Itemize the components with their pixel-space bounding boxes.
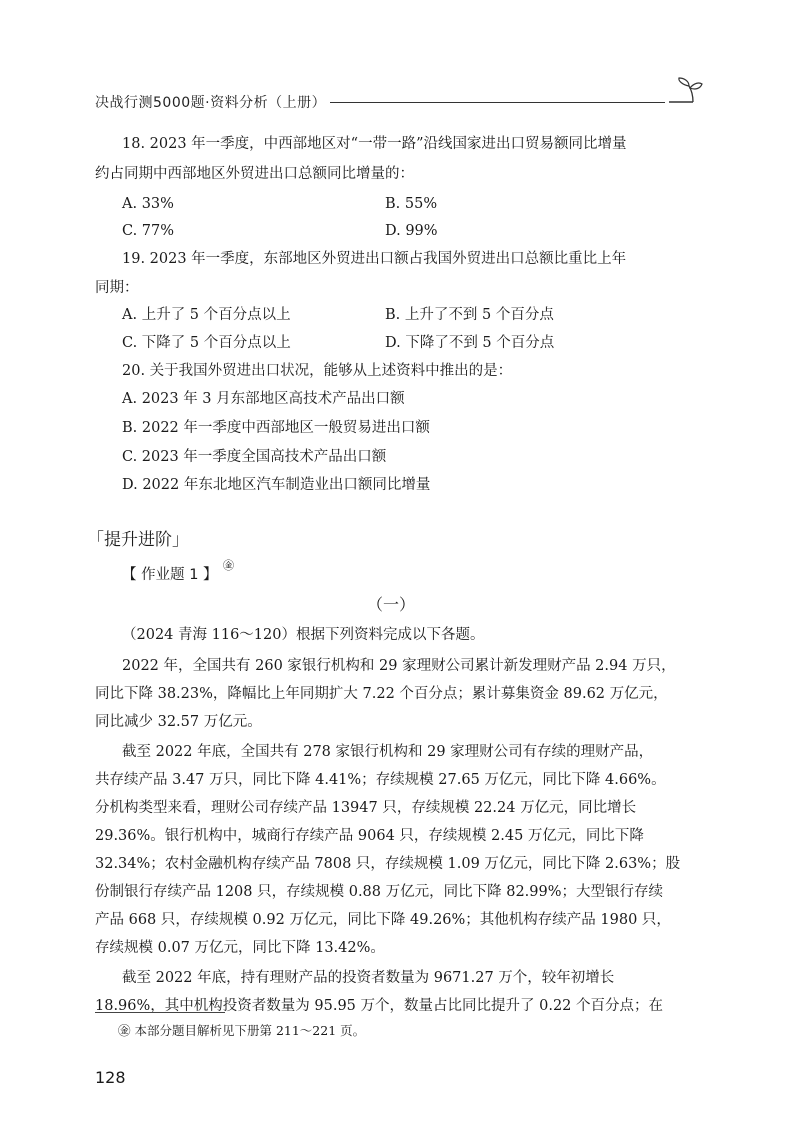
source-line: （2024 青海 116～120）根据下列资料完成以下各题。 bbox=[122, 627, 485, 643]
header-title: 决战行测5000题·资料分析（上册） bbox=[95, 95, 327, 111]
header-rule bbox=[330, 102, 665, 103]
q18-option-b: B. 55% bbox=[385, 196, 438, 212]
footnote: ㊎ 本部分题目解析见下册第 211～221 页。 bbox=[118, 1023, 366, 1038]
q19-option-a: A. 上升了 5 个百分点以上 bbox=[122, 307, 291, 323]
q19-option-d: D. 下降了不到 5 个百分点 bbox=[385, 335, 555, 351]
q18-stem-line2: 约占同期中西部地区外贸进出口总额同比增量的： bbox=[95, 166, 414, 182]
footnote-mark: ㊎ bbox=[223, 559, 234, 572]
passage-line: 29.36%。银行机构中，城商行存续产品 9064 只，存续规模 2.45 万亿元，同比下降 bbox=[95, 828, 644, 844]
passage-line: 18.96%，其中机构投资者数量为 95.95 万个，数量占比同比提升了 0.22 个百分点；在 bbox=[95, 998, 664, 1014]
passage-line: 2022 年，全国共有 260 家银行机构和 29 家理财公司累计新发理财产品 2.94 万只， bbox=[122, 658, 676, 674]
sprout-icon bbox=[665, 76, 705, 110]
q20-stem: 20. 关于我国外贸进出口状况，能够从上述资料中推出的是： bbox=[122, 363, 513, 379]
q19-stem-line1: 19. 2023 年一季度，东部地区外贸进出口额占我国外贸进出口总额比重比上年 bbox=[122, 251, 627, 267]
running-header bbox=[95, 88, 705, 118]
passage-line: 分机构类型来看，理财公司存续产品 13947 只，存续规模 22.24 万亿元，同比增长 bbox=[95, 800, 637, 816]
section-title: 「提升进阶」 bbox=[87, 530, 189, 550]
passage-line: 共存续产品 3.47 万只，同比下降 4.41%；存续规模 27.65 万亿元，同比下降 4.66%。 bbox=[95, 772, 666, 788]
passage-line: 32.34%；农村金融机构存续产品 7808 只，存续规模 1.09 万亿元，同比下降 2.63%；股 bbox=[95, 856, 681, 872]
q19-stem-line2: 同期： bbox=[95, 280, 139, 296]
homework-label: 【 作业题 1 】 bbox=[122, 567, 218, 583]
q19-option-c: C. 下降了 5 个百分点以上 bbox=[122, 335, 291, 351]
passage-line: 同比减少 32.57 万亿元。 bbox=[95, 714, 262, 730]
q20-option-b: B. 2022 年一季度中西部地区一般贸易进出口额 bbox=[122, 420, 430, 436]
q20-option-a: A. 2023 年 3 月东部地区高技术产品出口额 bbox=[122, 391, 405, 407]
passage-line: 同比下降 38.23%，降幅比上年同期扩大 7.22 个百分点；累计募集资金 89.62 万亿元， bbox=[95, 686, 668, 702]
passage-line: 产品 668 只，存续规模 0.92 万亿元，同比下降 49.26%；其他机构存续产品 1980 只， bbox=[95, 912, 671, 928]
q19-option-b: B. 上升了不到 5 个百分点 bbox=[385, 307, 554, 323]
q18-option-d: D. 99% bbox=[385, 223, 438, 239]
part-heading: （一） bbox=[367, 595, 416, 614]
passage-line: 份制银行存续产品 1208 只，存续规模 0.88 万亿元，同比下降 82.99%；大型银行存续 bbox=[95, 884, 664, 900]
q18-option-c: C. 77% bbox=[122, 223, 175, 239]
passage-line: 截至 2022 年底，持有理财产品的投资者数量为 9671.27 万个，较年初增长 bbox=[122, 970, 615, 986]
q20-option-d: D. 2022 年东北地区汽车制造业出口额同比增量 bbox=[122, 477, 431, 493]
footnote-rule bbox=[95, 1012, 225, 1013]
page-number: 128 bbox=[95, 1068, 126, 1087]
passage-line: 截至 2022 年底，全国共有 278 家银行机构和 29 家理财公司有存续的理财产品， bbox=[122, 744, 654, 760]
q18-option-a: A. 33% bbox=[122, 196, 174, 212]
q20-option-c: C. 2023 年一季度全国高技术产品出口额 bbox=[122, 449, 387, 465]
q18-stem-line1: 18. 2023 年一季度，中西部地区对“一带一路”沿线国家进出口贸易额同比增量 bbox=[122, 136, 627, 152]
passage-line: 存续规模 0.07 万亿元，同比下降 13.42%。 bbox=[95, 940, 385, 956]
